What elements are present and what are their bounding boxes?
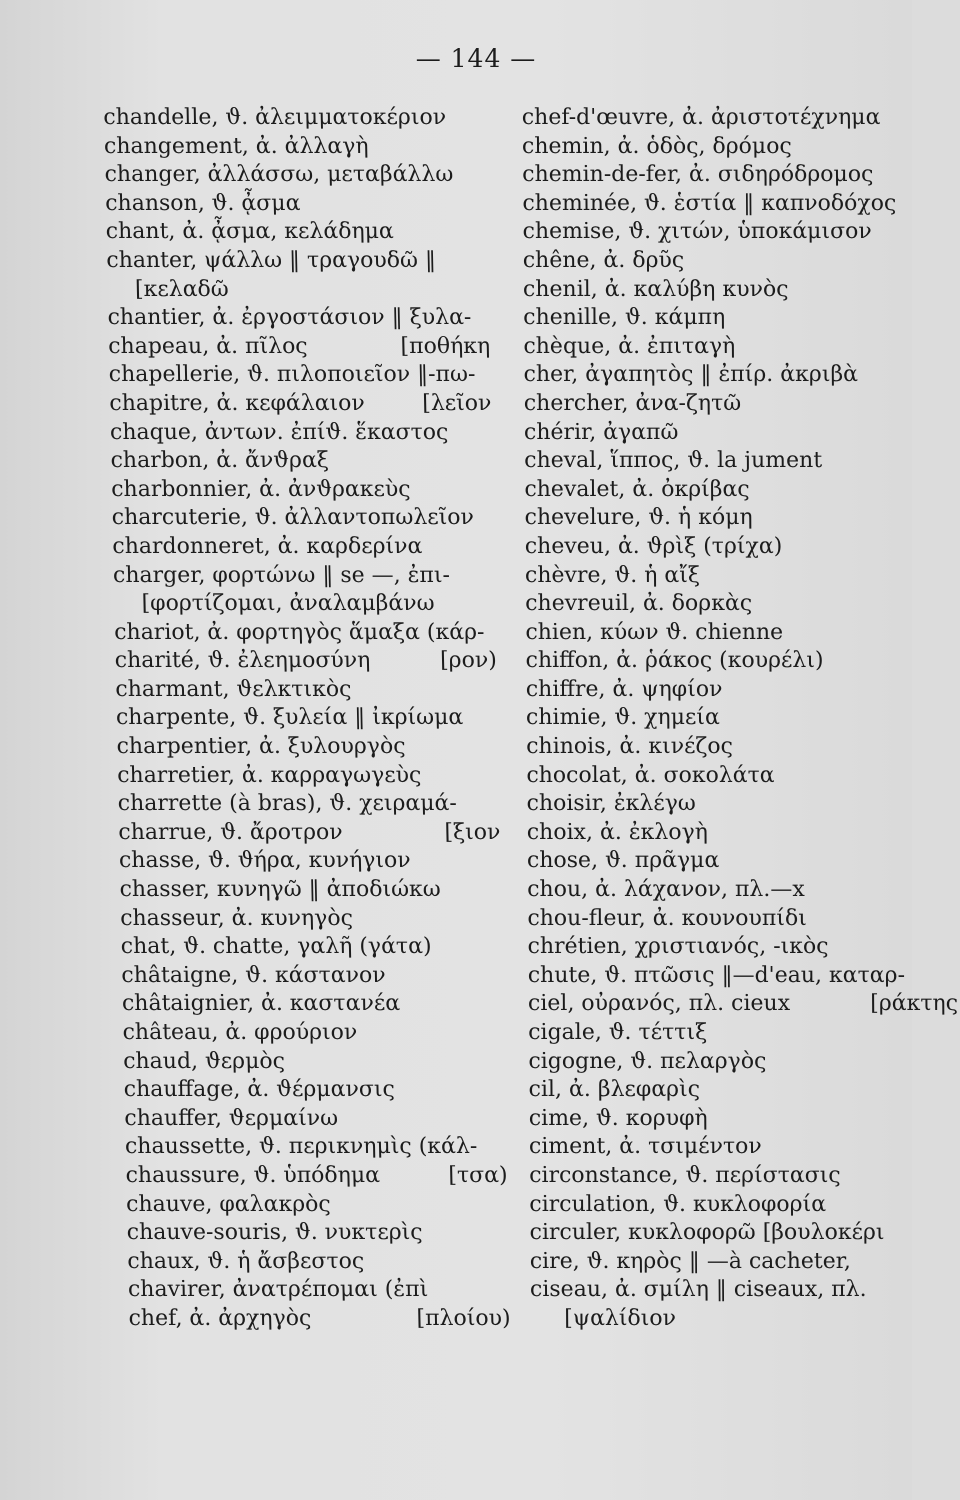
entry-text: chef-d'œuvre, ἀ. ἀριστοτέχνημα xyxy=(521,105,881,130)
entry-text: chemin-de-fer, ἀ. σιδηρόδρομος xyxy=(522,162,874,188)
entry-text: chauve-souris, ϑ. νυκτερὶς xyxy=(126,1220,423,1246)
entry-text: chimie, ϑ. χημεία xyxy=(525,705,720,731)
dictionary-entry xyxy=(126,1191,527,1220)
dictionary-entry xyxy=(525,533,925,562)
entry-text: changer, ἀλλάσσω, μεταβάλλω xyxy=(104,162,454,188)
entry-text: chou-fleur, ἀ. κουνουπίδι xyxy=(527,905,807,931)
entry-text: [ψαλίδιον xyxy=(564,1305,677,1331)
dictionary-entry xyxy=(127,1248,528,1277)
dictionary-entry xyxy=(526,762,926,791)
entry-text: charger, φορτώνω ‖ se —, ἐπι- xyxy=(112,562,451,588)
dictionary-entry xyxy=(118,819,519,848)
dictionary-entry xyxy=(115,676,516,705)
dictionary-entry xyxy=(524,361,924,390)
entry-text: chérir, ἀγαπῶ xyxy=(523,419,679,445)
entry-text: charpentier, ἀ. ξυλουργὸς xyxy=(116,734,406,760)
entry-text: château, ἀ. φρούριον xyxy=(122,1020,358,1045)
entry-continuation: [λεῖον xyxy=(421,390,492,416)
entry-text: charretier, ἀ. καρραγωγεὺς xyxy=(116,762,422,788)
entry-text: charcuterie, ϑ. ἀλλαντοπωλεῖον xyxy=(111,505,475,531)
dictionary-entry xyxy=(527,847,927,876)
entry-text: chèque, ἀ. ἐπιταγὴ xyxy=(523,333,736,359)
dictionary-entry xyxy=(110,447,511,476)
entry-text: changement, ἀ. ἀλλαγὴ xyxy=(103,133,369,159)
dictionary-entry xyxy=(116,733,517,762)
dictionary-entry xyxy=(123,1076,524,1105)
entry-text: chenille, ϑ. κάμπη xyxy=(523,305,726,331)
dictionary-entry xyxy=(128,1305,529,1334)
dictionary-entry xyxy=(526,704,926,733)
dictionary-entry xyxy=(525,619,925,648)
dictionary-entry xyxy=(525,562,925,591)
entry-text: cire, ϑ. κηρὸς ‖ —à cacheter, xyxy=(529,1248,851,1274)
dictionary-entry xyxy=(122,990,523,1019)
dictionary-entry xyxy=(526,733,926,762)
dictionary-entry xyxy=(122,1019,523,1048)
dictionary-entry xyxy=(112,504,513,533)
dictionary-entry xyxy=(529,1105,929,1134)
entry-text: chevreuil, ἀ. δορκὰς xyxy=(525,591,753,617)
entry-text: chercher, ἀνα-ζητῶ xyxy=(523,390,742,416)
entry-text: cheminée, ϑ. ἑστία ‖ καπνοδόχος xyxy=(522,190,897,216)
dictionary-entry xyxy=(116,704,517,733)
dictionary-entry xyxy=(522,190,922,219)
dictionary-entry xyxy=(528,962,928,991)
entry-text: cigale, ϑ. τέττιξ xyxy=(528,1020,708,1045)
dictionary-entry xyxy=(117,790,518,819)
dictionary-entry xyxy=(107,276,508,305)
entry-text: charmant, ϑελκτικὸς xyxy=(115,676,352,702)
dictionary-entry xyxy=(113,590,514,619)
dictionary-entry xyxy=(524,390,924,419)
entry-text: chaud, ϑερμὸς xyxy=(122,1048,286,1074)
entry-text: chaux, ϑ. ἡ ἄσβεστος xyxy=(127,1248,365,1274)
entry-text: chaussette, ϑ. περικνημὶς (κάλ- xyxy=(124,1134,478,1160)
entry-continuation: [ποθήκη xyxy=(400,333,491,359)
dictionary-entry xyxy=(106,218,507,247)
dictionary-entry xyxy=(120,905,521,934)
dictionary-entry xyxy=(523,276,923,305)
entry-text: charbon, ἀ. ἄνϑραξ xyxy=(110,448,330,474)
entry-text: circonstance, ϑ. περίστασις xyxy=(529,1162,841,1188)
dictionary-entry xyxy=(522,133,922,162)
entry-text: chou, ἀ. λάχανον, πλ.—x xyxy=(527,877,805,903)
entry-text: chariot, ἀ. φορτηγὸς ἅμαξα (κάρ- xyxy=(113,619,485,645)
entry-text: chasse, ϑ. ϑήρα, κυνήγιον xyxy=(118,848,411,874)
entry-text: châtaigne, ϑ. κάστανον xyxy=(121,962,386,988)
dictionary-entry xyxy=(121,962,522,991)
dictionary-entry xyxy=(109,390,510,419)
entry-text: chevelure, ϑ. ἡ κόμη xyxy=(524,505,753,531)
dictionary-entry xyxy=(529,1162,929,1191)
entry-text: chant, ἀ. ᾆσμα, κελάδημα xyxy=(105,219,395,245)
dictionary-entry xyxy=(117,762,518,791)
entry-text: [φορτίζομαι, ἀναλαμβάνω xyxy=(141,591,435,617)
dictionary-entry xyxy=(522,161,922,190)
right-column xyxy=(521,104,959,1334)
dictionary-entry xyxy=(528,1076,928,1105)
dictionary-entry xyxy=(527,876,927,905)
entry-text: circulation, ϑ. κυκλοφορία xyxy=(529,1191,827,1217)
entry-text: chêne, ἀ. δρῦς xyxy=(522,247,685,273)
entry-text: chien, κύων ϑ. chienne xyxy=(525,619,784,645)
dictionary-entry xyxy=(524,447,924,476)
entry-text: chasseur, ἀ. κυνηγὸς xyxy=(119,905,354,931)
dictionary-entry xyxy=(527,933,927,962)
entry-continuation: [τσα) xyxy=(448,1162,508,1188)
dictionary-entry xyxy=(529,1191,929,1220)
dictionary-entry xyxy=(530,1305,930,1334)
entry-text: chocolat, ἀ. σοκολάτα xyxy=(526,762,775,788)
dictionary-entry xyxy=(523,247,923,276)
entry-continuation: [πλοίου) xyxy=(416,1305,511,1331)
entry-text: chantier, ἀ. ἐργοστάσιον ‖ ξυλα- xyxy=(107,305,472,331)
dictionary-entry xyxy=(524,419,924,448)
dictionary-entry xyxy=(125,1133,526,1162)
entry-text: charbonnier, ἀ. ἀνϑρακεὺς xyxy=(110,476,411,502)
entry-text: chandelle, ϑ. ἀλειμματοκέριον xyxy=(103,105,447,130)
dictionary-entry xyxy=(529,1133,929,1162)
entry-text: cigogne, ϑ. πελαργὸς xyxy=(528,1048,767,1074)
dictionary-entry xyxy=(530,1248,930,1277)
entry-text: [κελαδῶ xyxy=(134,276,229,302)
dictionary-entry xyxy=(106,247,507,276)
entry-text: ciment, ἀ. τσιμέντον xyxy=(528,1134,762,1160)
entry-text: charité, ϑ. ἐλεημοσύνη xyxy=(114,648,371,674)
entry-text: chef, ἀ. ἀρχηγὸς xyxy=(128,1305,312,1331)
entry-text: chaque, ἀντων. ἐπίϑ. ἕκαστος xyxy=(109,419,449,445)
dictionary-entry xyxy=(115,647,516,676)
left-column xyxy=(103,104,529,1334)
dictionary-entry xyxy=(528,1019,928,1048)
entry-text: chevalet, ἀ. ὀκρίβας xyxy=(524,476,750,502)
entry-text: charpente, ϑ. ξυλεία ‖ ἰκρίωμα xyxy=(115,705,464,731)
entry-text: chemise, ϑ. χιτών, ὑποκάμισον xyxy=(522,219,872,245)
dictionary-entry xyxy=(119,847,520,876)
dictionary-entry xyxy=(530,1276,930,1305)
entry-text: cheveu, ἀ. ϑρὶξ (τρίχα) xyxy=(524,533,783,559)
entry-text: chaussure, ϑ. ὑπόδημα xyxy=(125,1162,381,1188)
dictionary-entry xyxy=(108,333,509,362)
entry-text: châtaignier, ἀ. καστανέα xyxy=(121,991,401,1017)
entry-text: choisir, ἐκλέγω xyxy=(526,791,696,817)
dictionary-entry xyxy=(523,333,923,362)
dictionary-entry xyxy=(525,590,925,619)
entry-text: chauffer, ϑερμαίνω xyxy=(124,1105,339,1131)
entry-continuation: [ρον) xyxy=(439,648,498,674)
dictionary-entry xyxy=(526,647,926,676)
dictionary-entry xyxy=(125,1162,526,1191)
entry-text: ciel, οὐρανός, πλ. cieux xyxy=(527,991,791,1017)
entry-text: chiffon, ἀ. ῥάκος (κουρέλι) xyxy=(525,648,824,674)
entry-text: chiffre, ἀ. ψηφίον xyxy=(525,676,723,702)
dictionary-entry xyxy=(526,790,926,819)
entry-text: cher, ἀγαπητὸς ‖ ἐπίρ. ἀκριβὰ xyxy=(523,362,859,388)
entry-text: chat, ϑ. chatte, γαλῆ (γάτα) xyxy=(120,934,432,960)
entry-text: chauve, φαλακρὸς xyxy=(125,1191,331,1217)
dictionary-entry xyxy=(110,419,511,448)
entry-text: chute, ϑ. πτῶσις ‖—d'eau, καταρ- xyxy=(527,962,906,988)
dictionary-entry xyxy=(113,562,514,591)
dictionary-entry xyxy=(124,1105,525,1134)
dictionary-entry xyxy=(109,361,510,390)
dictionary-entry xyxy=(123,1048,524,1077)
entry-text: charrue, ϑ. ἄροτρον xyxy=(118,819,343,845)
entry-text: cheval, ἵππος, ϑ. la jument xyxy=(524,448,823,474)
entry-continuation: [ράκτης xyxy=(870,991,959,1017)
entry-text: choix, ἀ. ἐκλογὴ xyxy=(526,819,708,845)
entry-text: chapellerie, ϑ. πιλοποιεῖον ‖-πω- xyxy=(108,362,476,388)
entry-text: chavirer, ἀνατρέπομαι (ἐπὶ xyxy=(127,1277,429,1303)
entry-text: charrette (à bras), ϑ. χειραμά- xyxy=(117,791,458,817)
dictionary-entry xyxy=(522,104,922,133)
page-number: — 144 — xyxy=(415,44,537,73)
dictionary-entry xyxy=(103,104,504,133)
entry-text: ciseau, ἀ. σμίλη ‖ ciseaux, πλ. xyxy=(529,1277,867,1303)
dictionary-entry xyxy=(104,133,505,162)
dictionary-entry xyxy=(523,218,923,247)
dictionary-entry xyxy=(528,1048,928,1077)
dictionary-entry xyxy=(527,990,959,1019)
entry-text: chose, ϑ. πρᾶγμα xyxy=(526,848,720,874)
dictionary-entry xyxy=(527,905,927,934)
entry-text: chrétien, χριστιανός, -ικὸς xyxy=(527,934,829,960)
dictionary-entry xyxy=(107,304,508,333)
entry-text: chenil, ἀ. καλύβη κυνὸς xyxy=(522,276,789,302)
dictionary-entry xyxy=(114,619,515,648)
dictionary-entry xyxy=(527,819,927,848)
entry-text: chinois, ἀ. κινέζος xyxy=(526,734,734,760)
dictionary-entry xyxy=(111,476,512,505)
dictionary-entry xyxy=(105,190,506,219)
entry-text: chauffage, ἀ. ϑέρμανσις xyxy=(123,1077,396,1103)
dictionary-entry xyxy=(526,676,926,705)
entry-text: chardonneret, ἀ. καρδερίνα xyxy=(112,533,423,559)
entry-text: chèvre, ϑ. ἡ αἴξ xyxy=(524,562,701,588)
entry-text: circuler, κυκλοφορῶ [βουλοκέρι xyxy=(529,1220,885,1246)
entry-text: cime, ϑ. κορυφὴ xyxy=(528,1105,708,1131)
entry-continuation: [ξιον xyxy=(444,819,501,845)
dictionary-entry xyxy=(126,1219,527,1248)
dictionary-entry xyxy=(529,1219,929,1248)
entry-text: cil, ἀ. βλεφαρὶς xyxy=(528,1077,701,1103)
dictionary-entry xyxy=(112,533,513,562)
dictionary-entry xyxy=(525,504,925,533)
dictionary-entry xyxy=(524,476,924,505)
entry-text: chemin, ἀ. ὁδὸς, δρόμος xyxy=(521,133,792,159)
entry-text: chapeau, ἀ. πῖλος xyxy=(107,333,308,359)
dictionary-entry xyxy=(128,1276,529,1305)
dictionary-entry xyxy=(523,304,923,333)
dictionary-entry xyxy=(119,876,520,905)
dictionary-entry xyxy=(104,161,505,190)
entry-text: chasser, κυνηγῶ ‖ ἀποδιώκω xyxy=(119,877,441,903)
entry-text: chanter, ψάλλω ‖ τραγουδῶ ‖ xyxy=(106,247,437,273)
entry-text: chanson, ϑ. ᾆσμα xyxy=(104,190,301,216)
dictionary-entry xyxy=(120,933,521,962)
entry-text: chapitre, ἀ. κεφάλαιον xyxy=(109,390,366,416)
